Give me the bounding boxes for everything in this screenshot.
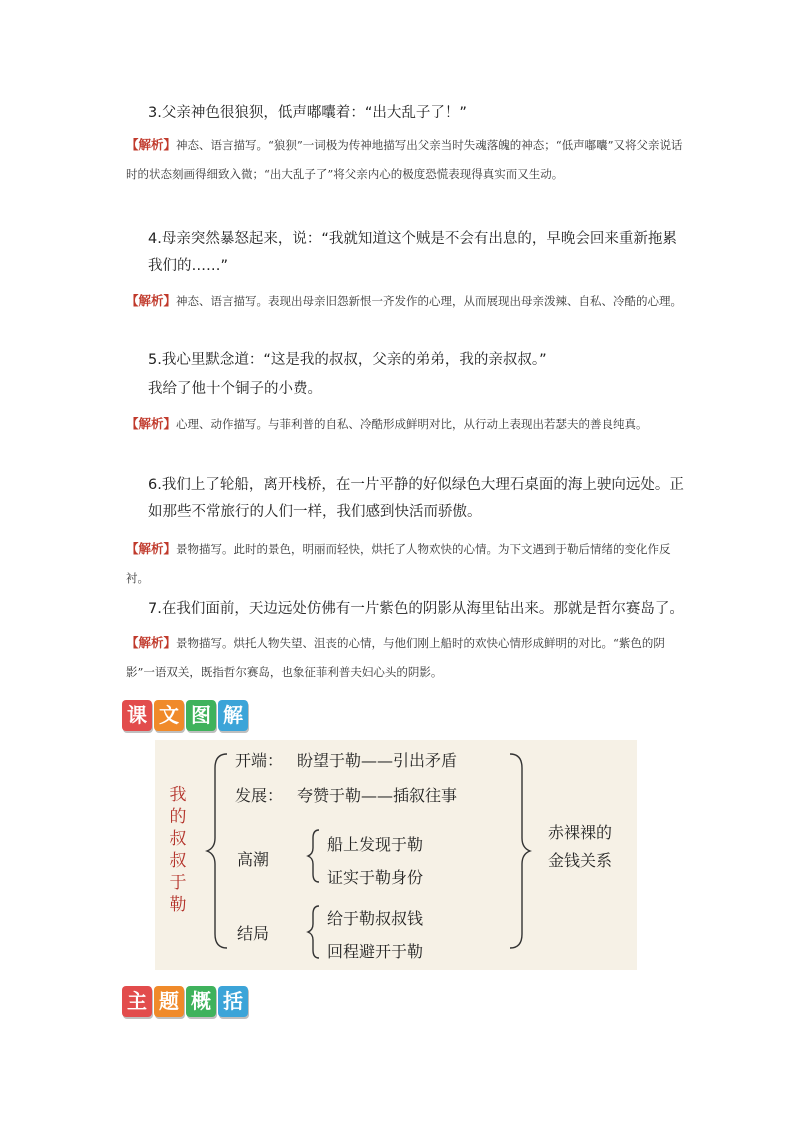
climax-1: 船上发现于勒 bbox=[327, 835, 424, 854]
sentence-5b: 我给了他十个铜子的小费。 bbox=[148, 381, 322, 397]
climax-label: 高潮 bbox=[237, 850, 270, 869]
analysis-6 bbox=[126, 534, 688, 593]
section-heading-theme-summary bbox=[122, 986, 250, 1020]
climax-brace bbox=[308, 830, 319, 882]
heading-char: 括 bbox=[218, 986, 248, 1017]
analysis-text: 神态、语言描写。“狼狈”一词极为传神地描写出父亲当时失魂落魄的神态；“低声嘟囔”又将父亲说话时的状态刻画得细致入微；“出大乱子了”将父亲内心的极度恐慌表现得真实而又生动。 bbox=[126, 138, 683, 181]
analysis-5 bbox=[126, 409, 688, 439]
heading-char: 解 bbox=[218, 700, 248, 731]
analysis-tag: 【解析】 bbox=[126, 293, 177, 308]
analysis-7 bbox=[126, 628, 688, 687]
heading-char: 文 bbox=[154, 700, 184, 731]
right-brace bbox=[510, 754, 530, 948]
analysis-tag: 【解析】 bbox=[126, 137, 177, 152]
sentence-3: 3.父亲神色很狼狈，低声嘟囔着：“出大乱子了！” bbox=[148, 105, 467, 121]
sentence-7: 7.在我们面前，天边远处仿佛有一片紫色的阴影从海里钻出来。那就是哲尔赛岛了。 bbox=[148, 601, 684, 617]
left-brace bbox=[207, 754, 227, 948]
analysis-4 bbox=[126, 286, 688, 316]
heading-char: 题 bbox=[154, 986, 184, 1017]
sentence-4: 4.母亲突然暴怒起来，说：“我就知道这个贼是不会有出息的，早晚会回来重新拖累我们的……” bbox=[148, 231, 677, 274]
analysis-tag: 【解析】 bbox=[126, 635, 177, 650]
diagram-title: 我 的 叔 叔 于 勒 bbox=[169, 785, 187, 915]
end-1: 给于勒叔叔钱 bbox=[327, 909, 424, 928]
end-label: 结局 bbox=[237, 924, 270, 943]
analysis-tag: 【解析】 bbox=[126, 541, 177, 556]
end-2: 回程避开于勒 bbox=[327, 942, 424, 961]
story-structure-diagram bbox=[155, 740, 637, 970]
sentence-5: 5.我心里默念道：“这是我的叔叔，父亲的弟弟，我的亲叔叔。” bbox=[148, 352, 547, 368]
analysis-text: 心理、动作描写。与菲利普的自私、冷酷形成鲜明对比，从行动上表现出若瑟夫的善良纯真。 bbox=[176, 417, 648, 431]
analysis-text: 神态、语言描写。表现出母亲旧怨新恨一齐发作的心理，从而展现出母亲泼辣、自私、冷酷的心理。 bbox=[176, 294, 683, 308]
dev-label: 发展： bbox=[235, 786, 284, 805]
heading-char: 图 bbox=[186, 700, 216, 731]
sentence-6: 6.我们上了轮船，离开栈桥，在一片平静的好似绿色大理石桌面的海上驶向远处。正如那些不常旅行的人们一样，我们感到快活而骄傲。 bbox=[148, 477, 684, 520]
analysis-tag: 【解析】 bbox=[126, 416, 177, 431]
section-heading-text-diagram bbox=[122, 700, 250, 734]
dev-text: 夸赞于勒——插叙往事 bbox=[297, 786, 458, 805]
conclusion-1: 赤裸裸的 bbox=[548, 823, 613, 842]
start-label: 开端： bbox=[235, 751, 284, 770]
climax-2: 证实于勒身份 bbox=[327, 868, 424, 887]
analysis-3 bbox=[126, 130, 688, 189]
conclusion-2: 金钱关系 bbox=[548, 851, 613, 870]
analysis-text: 景物描写。烘托人物失望、沮丧的心情，与他们刚上船时的欢快心情形成鲜明的对比。“紫色的阴影”一语双关，既指哲尔赛岛，也象征菲利普夫妇心头的阴影。 bbox=[126, 636, 665, 679]
analysis-text: 景物描写。此时的景色，明丽而轻快，烘托了人物欢快的心情。为下文遇到于勒后情绪的变化作反衬。 bbox=[126, 542, 671, 585]
heading-char: 主 bbox=[122, 986, 152, 1017]
heading-char: 课 bbox=[122, 700, 152, 731]
start-text: 盼望于勒——引出矛盾 bbox=[297, 751, 458, 770]
heading-char: 概 bbox=[186, 986, 216, 1017]
ending-brace bbox=[308, 906, 319, 958]
